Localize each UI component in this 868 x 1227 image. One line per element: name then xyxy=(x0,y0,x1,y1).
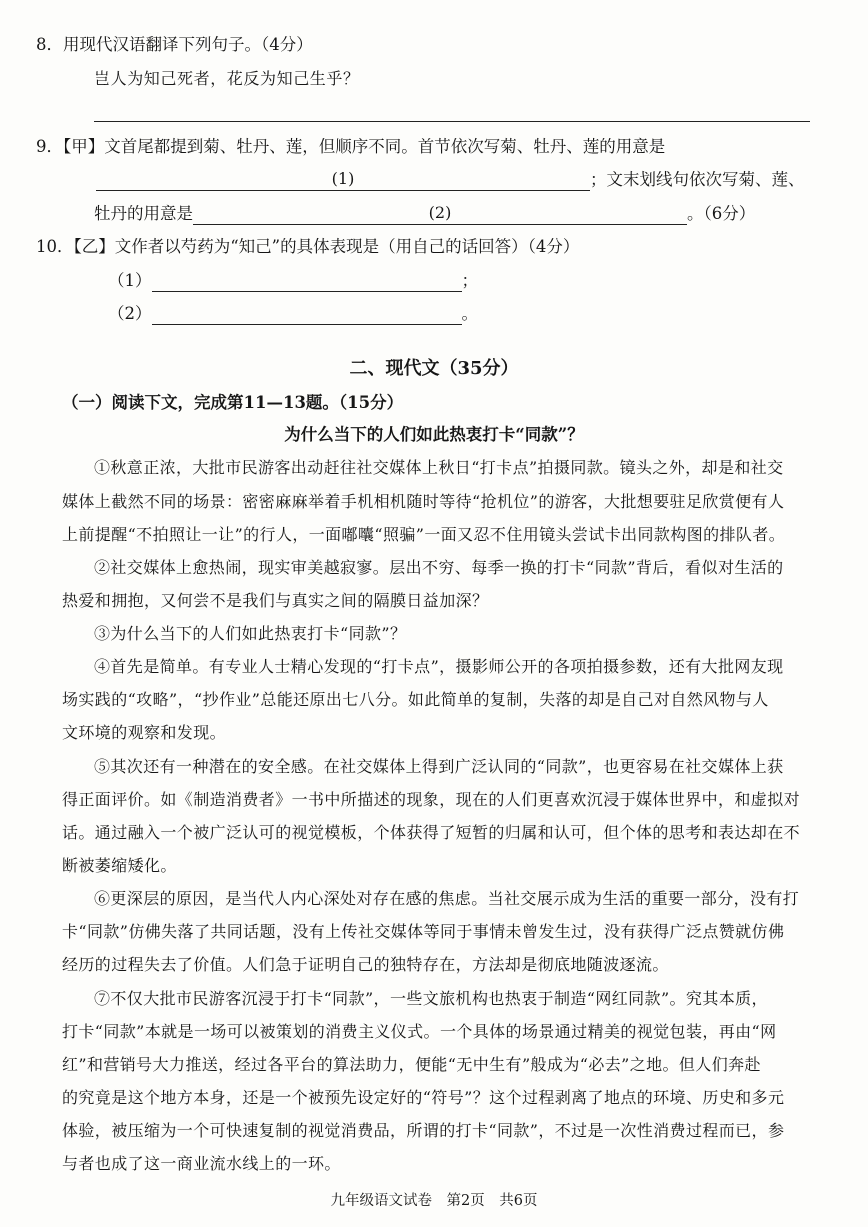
article-p7-line: 打卡“同款”本就是一场可以被策划的消费主义仪式。一个具体的场景通过精美的视觉包装，再由“网 xyxy=(62,1022,777,1041)
page-footer: 九年级语文试卷 第2页 共6页 xyxy=(330,1193,538,1209)
article-p6-line: 卡“同款”仿佛失落了共同话题，没有上传社交媒体等同于事情未曾发生过，没有获得广泛点赞就仿佛 xyxy=(62,922,785,941)
article-p6-line: ⑥更深层的原因，是当代人内心深处对存在感的焦虑。当社交展示成为生活的重要一部分，没有打 xyxy=(94,889,800,908)
q9-line2 xyxy=(96,169,805,191)
article-p4-line: 文环境的观察和发现。 xyxy=(62,723,227,742)
section-heading: 二、现代文（35分） xyxy=(349,358,519,379)
q10-label: 10．【乙】文作者以芍药为“知己”的具体表现是（用自己的话回答）（4分） xyxy=(36,237,580,256)
article-p7-line: 的究竟是这个地方本身，还是一个被预先设定好的“符号”？这个过程剥离了地点的环境、历史和多元 xyxy=(62,1088,785,1107)
section-sub-heading: （一）阅读下文，完成第11—13题。（15分） xyxy=(62,393,404,412)
article-p1-line: ①秋意正浓，大批市民游客出动赶往社交媒体上秋日“打卡点”拍摄同款。镜头之外，却是和社交 xyxy=(94,458,784,477)
q10-item-2-number: （2） xyxy=(108,304,152,323)
article-p2-line: ②社交媒体上愈热闹，现实审美越寂寥。层出不穷、每季一换的打卡“同款”背后，看似对生活的 xyxy=(94,558,784,577)
q9-blank-2-number: (2) xyxy=(428,203,452,222)
article-p5-line: 话。通过融入一个被广泛认可的视觉模板，个体获得了短暂的归属和认可，但个体的思考和表达却在不 xyxy=(62,823,801,842)
article-p7-line: 红”和营销号大力推送，经过各平台的算法助力，便能“无中生有”般成为“必去”之地。但人们奔赴 xyxy=(62,1055,761,1074)
article-p4-line: 场实践的“攻略”，“抄作业”总能还原出七八分。如此简单的复制，失落的却是自己对自然风物与人 xyxy=(62,690,769,709)
article-p7-line: 与者也成了这一商业流水线上的一环。 xyxy=(62,1154,341,1173)
article-p1-line: 媒体上截然不同的场景：密密麻麻举着手机相机随时等待“抢机位”的游客，大批想要驻足欣赏便有人 xyxy=(62,492,785,511)
article-p4-line: ④首先是简单。有专业人士精心发现的“打卡点”，摄影师公开的各项拍摄参数，还有大批网友现 xyxy=(94,657,784,676)
article-p2-line: 热爱和拥抱，又何尝不是我们与真实之间的隔膜日益加深？ xyxy=(62,591,489,610)
q9-blank-1 xyxy=(96,169,590,191)
article-p5-line: ⑤其次还有一种潜在的安全感。在社交媒体上得到广泛认同的“同款”，也更容易在社交媒体上获 xyxy=(94,757,784,776)
q10-item-2 xyxy=(108,303,478,325)
q10-item-1-end: ； xyxy=(461,271,478,290)
article-p5-line: 断被萎缩矮化。 xyxy=(62,856,177,875)
article-title: 为什么当下的人们如此热衷打卡“同款”？ xyxy=(284,425,584,444)
q9-line3 xyxy=(94,203,755,225)
q10-item-2-end: 。 xyxy=(461,304,478,323)
article-p6-line: 经历的过程失去了价值。人们急于证明自己的独特存在，方法却是彻底地随波逐流。 xyxy=(62,955,669,974)
q9-line1: 9．【甲】文首尾都提到菊、牡丹、莲，但顺序不同。首节依次写菊、牡丹、莲的用意是 xyxy=(36,137,666,156)
q10-blank-2 xyxy=(152,306,462,325)
q9-blank-1-number: (1) xyxy=(331,169,355,188)
q9-line2-suffix: ；文末划线句依次写菊、莲、 xyxy=(590,170,805,189)
article-p3-line: ③为什么当下的人们如此热衷打卡“同款”？ xyxy=(94,624,407,643)
q8-answer-line xyxy=(94,121,810,122)
q9-line3-prefix: 牡丹的用意是 xyxy=(94,204,193,223)
article-p7-line: 体验，被压缩为一个可快速复制的视觉消费品，所谓的打卡“同款”，不过是一次性消费过程而已，参 xyxy=(62,1121,785,1140)
article-p1-line: 上前提醒“不拍照让一让”的行人，一面嘟囔“照骗”一面又忍不住用镜头尝试卡出同款构图的排队者。 xyxy=(62,525,786,544)
q10-item-1 xyxy=(108,270,478,292)
article-p7-line: ⑦不仅大批市民游客沉浸于打卡“同款”，一些文旅机构也热衷于制造“网红同款”。究其本质， xyxy=(94,989,768,1008)
q10-blank-1 xyxy=(152,273,462,292)
q8-label: 8．用现代汉语翻译下列句子。（4分） xyxy=(36,35,313,54)
q10-item-1-number: （1） xyxy=(108,271,152,290)
q9-line3-suffix: 。（6分） xyxy=(687,204,756,223)
article-p5-line: 得正面评价。如《制造消费者》一书中所描述的现象，现在的人们更喜欢沉浸于媒体世界中，和虚拟对 xyxy=(62,790,801,809)
q8-sentence: 岂人为知己死者，花反为知己生乎？ xyxy=(94,69,360,88)
q9-blank-2 xyxy=(193,203,687,225)
